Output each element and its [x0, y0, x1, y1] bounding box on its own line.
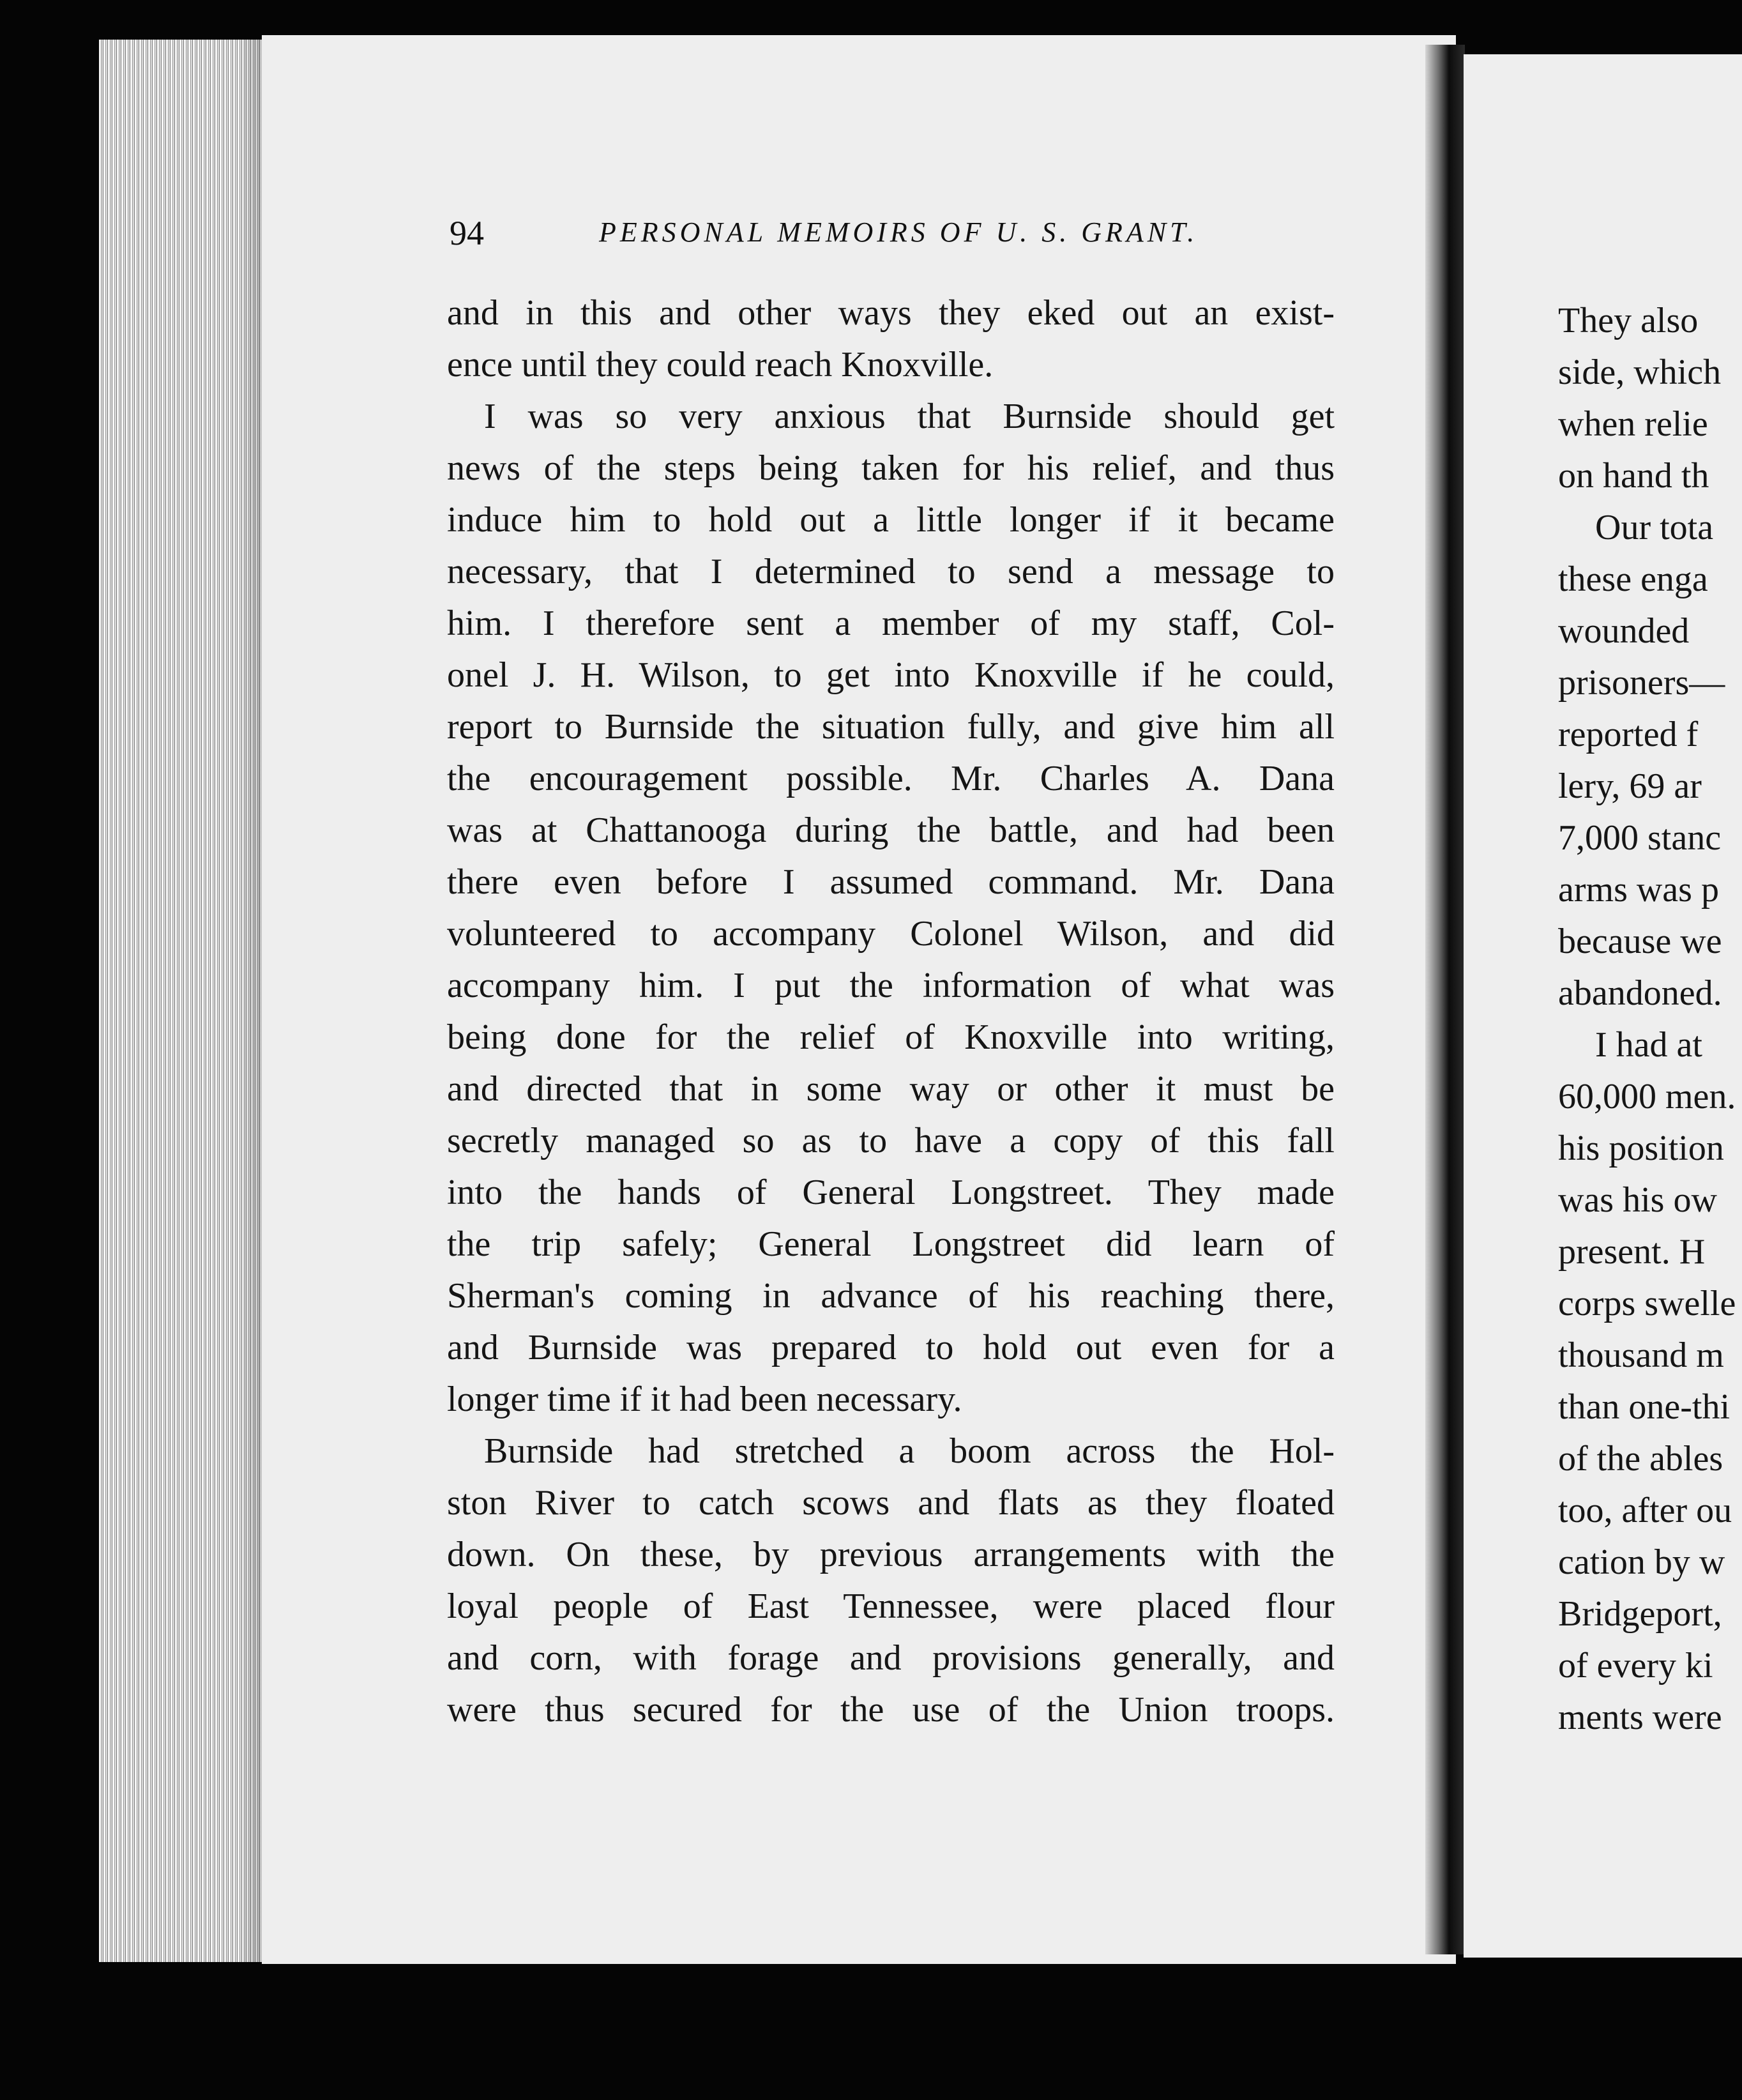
text-line: Sherman's coming in advance of his reaching there,	[447, 1276, 1335, 1316]
text-line: loyal people of East Tennessee, were placed flour	[447, 1586, 1335, 1626]
text-line: of the ables	[1558, 1439, 1723, 1479]
text-line: onel J. H. Wilson, to get into Knoxville if he could,	[447, 655, 1335, 695]
text-line: volunteered to accompany Colonel Wilson, and did	[447, 914, 1335, 954]
text-line: 60,000 men.	[1558, 1077, 1736, 1116]
text-line: secretly managed so as to have a copy of this fall	[447, 1121, 1335, 1160]
text-line: his position	[1558, 1129, 1724, 1168]
text-line: longer time if it had been necessary.	[447, 1380, 962, 1419]
text-line: report to Burnside the situation fully, and give him all	[447, 707, 1335, 747]
text-line: side, which	[1558, 353, 1722, 392]
text-line: They also	[1558, 301, 1699, 340]
text-line: ments were	[1558, 1698, 1722, 1737]
text-line: was his ow	[1558, 1180, 1717, 1220]
text-line: present. H	[1558, 1232, 1706, 1272]
text-line: him. I therefore sent a member of my staff, Col-	[447, 604, 1335, 643]
text-line: I was so very anxious that Burnside should get	[484, 397, 1335, 436]
text-line: there even before I assumed command. Mr. Dana	[447, 862, 1335, 902]
text-line: Our tota	[1595, 508, 1714, 547]
text-line: induce him to hold out a little longer if it became	[447, 500, 1335, 540]
text-line: these enga	[1558, 559, 1708, 599]
text-line: 7,000 stanc	[1558, 818, 1722, 858]
text-line: and in this and other ways they eked out an exist-	[447, 293, 1335, 333]
text-line: down. On these, by previous arrangements with the	[447, 1535, 1335, 1574]
text-line: news of the steps being taken for his relief, and thus	[447, 448, 1335, 488]
text-line: were thus secured for the use of the Union troops.	[447, 1690, 1335, 1730]
page-stack-edge	[99, 40, 264, 1962]
text-line: and directed that in some way or other it must be	[447, 1069, 1335, 1109]
text-line: on hand th	[1558, 456, 1709, 496]
text-line: prisoners—	[1558, 663, 1725, 703]
running-head: PERSONAL MEMOIRS OF U. S. GRANT.	[599, 217, 1199, 248]
text-line: being done for the relief of Knoxville into writing,	[447, 1017, 1335, 1057]
text-line: ston River to catch scows and flats as they floated	[447, 1483, 1335, 1523]
text-line: the encouragement possible. Mr. Charles A. Dana	[447, 759, 1335, 798]
text-line: arms was p	[1558, 870, 1719, 909]
text-line: cation by w	[1558, 1542, 1725, 1582]
text-line: the trip safely; General Longstreet did learn of	[447, 1224, 1335, 1264]
page-number: 94	[450, 214, 484, 252]
text-line: thousand m	[1558, 1335, 1724, 1375]
text-line: lery, 69 ar	[1558, 766, 1702, 806]
text-line: when relie	[1558, 404, 1708, 444]
book-gutter	[1425, 45, 1465, 1954]
text-line: corps swelle	[1558, 1284, 1736, 1323]
text-line: and Burnside was prepared to hold out even for a	[447, 1328, 1335, 1367]
text-line: wounded	[1558, 611, 1690, 651]
text-line: too, after ou	[1558, 1491, 1732, 1530]
text-line: because we	[1558, 922, 1722, 961]
text-line: and corn, with forage and provisions generally, and	[447, 1638, 1335, 1678]
left-page-body	[447, 287, 1335, 1736]
text-line: abandoned.	[1558, 973, 1722, 1013]
text-line: Bridgeport,	[1558, 1594, 1722, 1634]
text-line: I had at	[1595, 1025, 1702, 1065]
right-page-body	[1558, 295, 1742, 1744]
text-line: ence until they could reach Knoxville.	[447, 345, 994, 384]
text-line: necessary, that I determined to send a message to	[447, 552, 1335, 591]
text-line: than one-thi	[1558, 1387, 1731, 1427]
text-line: of every ki	[1558, 1646, 1713, 1685]
text-line: was at Chattanooga during the battle, and had been	[447, 810, 1335, 850]
text-line: Burnside had stretched a boom across the Hol-	[484, 1431, 1335, 1471]
text-line: accompany him. I put the information of what was	[447, 966, 1335, 1005]
text-line: into the hands of General Longstreet. They made	[447, 1173, 1335, 1212]
text-line: reported f	[1558, 715, 1699, 754]
